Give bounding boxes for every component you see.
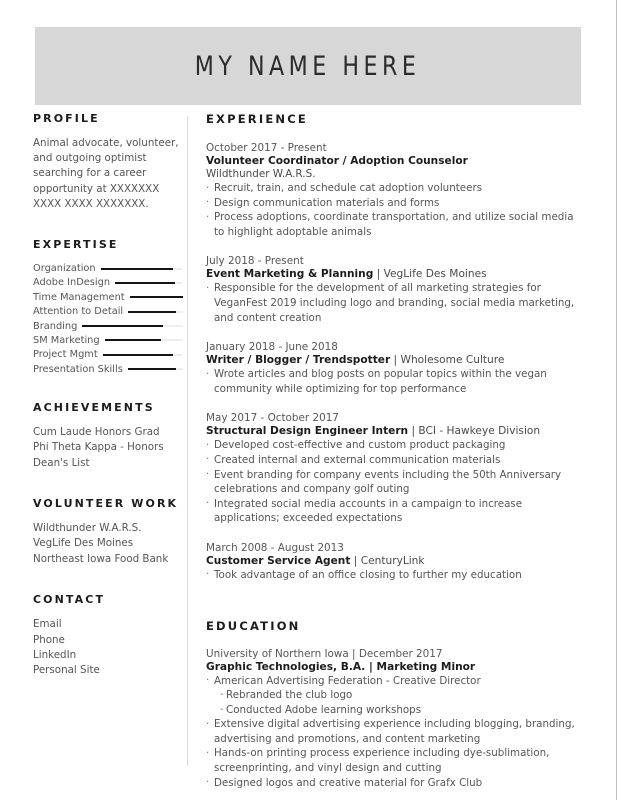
job-bullet: · Created internal and external communication materials bbox=[206, 453, 586, 468]
skill-row bbox=[33, 321, 183, 332]
volunteer-section bbox=[33, 497, 183, 567]
contact-item: Email bbox=[33, 618, 62, 631]
column-divider bbox=[187, 116, 188, 766]
expertise-section bbox=[33, 238, 183, 375]
skill-row bbox=[33, 364, 183, 375]
skill-label: Time Management bbox=[33, 291, 125, 303]
job-bullet: · Process adoptions, coordinate transportation, and utilize social media to highlight adoptable animals bbox=[206, 210, 586, 239]
job-bullets bbox=[206, 367, 586, 396]
experience-entry bbox=[206, 341, 586, 396]
education-school-line: University of Northern Iowa | December 2017 bbox=[206, 647, 443, 660]
skill-row bbox=[33, 277, 183, 288]
education-sub-bullet: - Conducted Adobe learning workshops bbox=[206, 703, 586, 718]
profile-heading: PROFILE bbox=[33, 112, 100, 125]
job-bullet: · Took advantage of an office closing to further my education bbox=[206, 568, 586, 583]
skill-bar-fill bbox=[101, 268, 173, 270]
education-bullet: · Hands-on printing process experience including dye-sublimation, screenprinting, and vinyl design and cutting bbox=[206, 746, 586, 775]
skill-bar-fill bbox=[105, 339, 161, 341]
achievements-section bbox=[33, 401, 183, 471]
skill-row bbox=[33, 349, 183, 360]
experience-entry bbox=[206, 412, 586, 526]
achievement-item: Cum Laude Honors Grad bbox=[33, 425, 160, 438]
job-title-text: Event Marketing & Planning bbox=[206, 268, 374, 281]
volunteer-heading: VOLUNTEER WORK bbox=[33, 496, 179, 510]
job-date: May 2017 - October 2017 bbox=[206, 412, 339, 425]
skill-row bbox=[33, 306, 183, 317]
achievements-heading: ACHIEVEMENTS bbox=[33, 400, 155, 414]
job-title-text: Volunteer Coordinator / Adoption Counselor bbox=[206, 155, 468, 167]
experience-entry bbox=[206, 255, 586, 325]
skill-bar-track bbox=[128, 311, 183, 313]
education-bullet: · American Advertising Federation - Creative Director bbox=[206, 674, 586, 689]
education-bullets bbox=[206, 674, 586, 791]
job-date: March 2008 - August 2013 bbox=[206, 541, 344, 554]
education-section bbox=[206, 619, 586, 791]
skill-label: Branding bbox=[33, 320, 78, 332]
job-bullets bbox=[206, 181, 586, 239]
job-title-text: Structural Design Engineer Intern bbox=[206, 425, 409, 438]
volunteer-item: Northeast Iowa Food Bank bbox=[33, 552, 169, 565]
job-date: July 2018 - Present bbox=[206, 255, 304, 268]
volunteer-item: Wildthunder W.A.R.S. bbox=[33, 521, 142, 534]
skill-bar-fill bbox=[130, 296, 183, 298]
profile-text: Animal advocate, volunteer, and outgoing optimist searching for a career opportunity at XXXXXXX XXXX XXXX XXXXXXX. bbox=[33, 137, 179, 210]
skill-bar-fill bbox=[115, 282, 175, 284]
skill-row bbox=[33, 292, 183, 303]
job-bullet: · Responsible for the development of all marketing strategies for VeganFest 2019 including logo and branding, social media marketing, and content creation bbox=[206, 281, 586, 325]
volunteer-list bbox=[33, 521, 183, 567]
education-degree-line bbox=[206, 661, 586, 673]
job-bullet: · Event branding for company events including the 50th Anniversary celebrations and company golf outing bbox=[206, 468, 586, 497]
job-company-inline: | VegLife Des Moines bbox=[373, 268, 487, 281]
education-degree-text: Graphic Technologies, B.A. | Marketing Minor bbox=[206, 660, 476, 673]
skill-label: Presentation Skills bbox=[33, 363, 123, 375]
experience-heading: EXPERIENCE bbox=[206, 112, 308, 126]
job-date: January 2018 - June 2018 bbox=[206, 341, 338, 354]
education-heading: EDUCATION bbox=[206, 618, 301, 633]
experience-entry bbox=[206, 142, 586, 239]
skill-bar-track bbox=[105, 339, 183, 341]
volunteer-item: VegLife Des Moines bbox=[33, 537, 134, 550]
education-bullet: · Designed logos and creative material for Grafx Club bbox=[206, 776, 586, 791]
skill-label: Project Mgmt bbox=[33, 349, 98, 361]
education-sub-bullet: - Rebranded the club logo bbox=[206, 688, 586, 703]
job-title bbox=[206, 268, 586, 280]
skill-label: Attention to Detail bbox=[33, 306, 124, 318]
job-company-inline: | Wholesome Culture bbox=[390, 354, 505, 367]
skill-row bbox=[33, 263, 183, 274]
job-date: October 2017 - Present bbox=[206, 142, 327, 154]
job-title-text: Customer Service Agent bbox=[206, 554, 351, 567]
job-company: Wildthunder W.A.R.S. bbox=[206, 168, 316, 180]
contact-item: Personal Site bbox=[33, 664, 100, 677]
skill-list bbox=[33, 263, 183, 375]
contact-item: Phone bbox=[33, 633, 65, 646]
job-bullet: · Wrote articles and blog posts on popular topics within the vegan community while optimizing for top performance bbox=[206, 367, 586, 396]
achievement-item: Phi Theta Kappa - Honors bbox=[33, 441, 164, 454]
job-company-inline: | BCI - Hawkeye Division bbox=[408, 425, 541, 438]
skill-bar-track bbox=[82, 325, 183, 327]
job-title bbox=[206, 354, 586, 366]
job-bullets bbox=[206, 281, 586, 325]
skill-row bbox=[33, 335, 183, 346]
skill-bar-fill bbox=[82, 325, 163, 327]
education-entry bbox=[206, 648, 586, 791]
skill-bar-track bbox=[103, 354, 183, 356]
skill-bar-fill bbox=[103, 354, 174, 356]
achievements-list bbox=[33, 425, 183, 471]
achievement-item: Dean's List bbox=[33, 456, 90, 469]
skill-label: Organization bbox=[33, 263, 96, 275]
job-bullets bbox=[206, 568, 586, 583]
job-bullet: · Design communication materials and forms bbox=[206, 196, 586, 211]
contact-item: LinkedIn bbox=[33, 649, 77, 661]
experience-entry bbox=[206, 542, 586, 583]
skill-label: Adobe InDesign bbox=[33, 277, 111, 289]
expertise-heading: EXPERTISE bbox=[33, 238, 119, 252]
job-title bbox=[206, 555, 586, 567]
page-title: MY NAME HERE bbox=[195, 50, 421, 82]
skill-bar-track bbox=[128, 368, 183, 370]
contact-list bbox=[33, 617, 183, 679]
skill-label: SM Marketing bbox=[33, 334, 100, 346]
job-bullet: · Recruit, train, and schedule cat adoption volunteers bbox=[206, 181, 586, 196]
skill-bar-track bbox=[115, 282, 183, 284]
job-title bbox=[206, 155, 586, 167]
contact-section bbox=[33, 593, 183, 679]
job-bullets bbox=[206, 438, 586, 526]
main-content bbox=[206, 112, 586, 790]
job-title bbox=[206, 425, 586, 437]
job-bullet: · Integrated social media accounts in a campaign to increase applications; exceeded expectations bbox=[206, 497, 586, 526]
skill-bar-track bbox=[130, 296, 183, 298]
job-company-inline: | CenturyLink bbox=[350, 554, 425, 567]
experience-section bbox=[206, 112, 586, 583]
job-bullet: · Developed cost-effective and custom product packaging bbox=[206, 438, 586, 453]
contact-heading: CONTACT bbox=[33, 593, 106, 607]
skill-bar-fill bbox=[128, 311, 176, 313]
profile-section bbox=[33, 112, 183, 212]
sidebar bbox=[33, 112, 183, 705]
experience-list bbox=[206, 142, 586, 583]
skill-bar-track bbox=[101, 268, 183, 270]
job-title-text: Writer / Blogger / Trendspotter bbox=[206, 354, 391, 367]
name-banner bbox=[35, 27, 581, 105]
education-bullet: · Extensive digital advertising experience including blogging, branding, advertising and promotions, and content marketing bbox=[206, 717, 586, 746]
skill-bar-fill bbox=[128, 368, 177, 370]
